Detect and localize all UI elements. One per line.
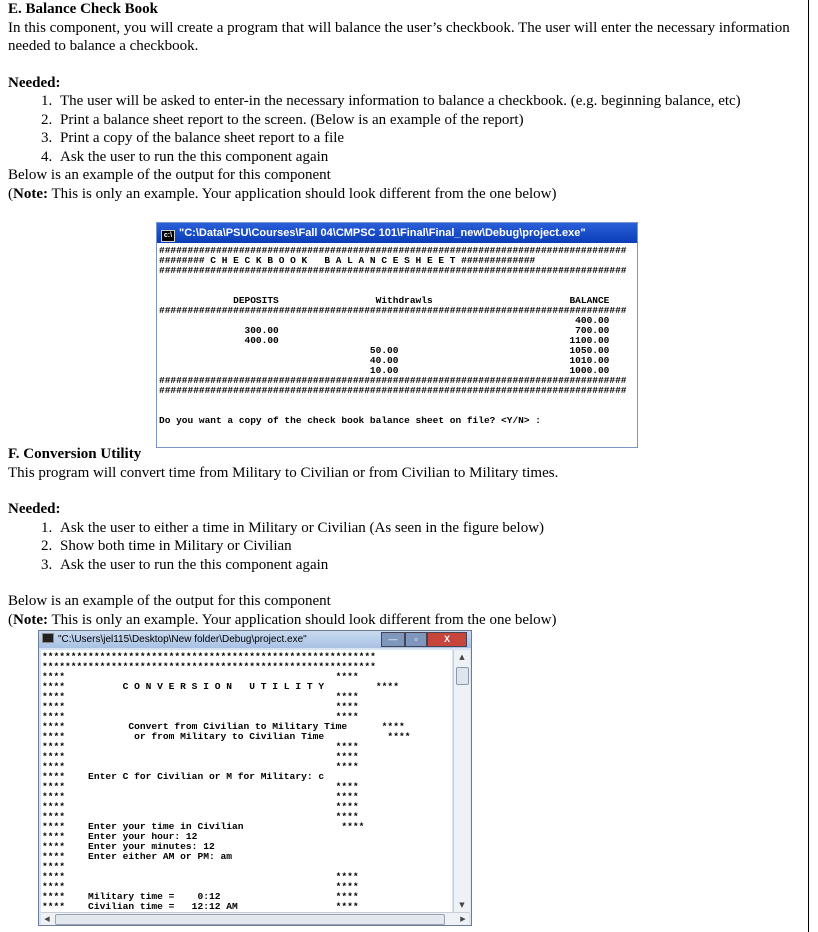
list-item: 4. Ask the user to run the this component again	[56, 148, 803, 167]
list-item: 3. Ask the user to run the this component again	[56, 556, 803, 575]
scroll-right-arrow-icon[interactable]: ▶	[460, 915, 466, 923]
console-line: 50.00 1050.00	[159, 345, 610, 356]
section-e-title: E. Balance Check Book	[8, 1, 159, 17]
minimize-button[interactable]: —	[381, 632, 405, 647]
console-output	[41, 650, 452, 912]
section-f-title: F. Conversion Utility	[8, 446, 142, 462]
console-line: **** ****	[42, 751, 359, 762]
conversion-console-window	[38, 630, 472, 926]
console-line: **** C O N V E R S I O N U T I L I T Y ****	[42, 681, 399, 692]
console-line: **** Civilian time = 12:12 AM ****	[42, 901, 359, 912]
page-edge-rule	[808, 0, 809, 932]
console-line: **** ****	[42, 671, 359, 682]
checkbook-console-window	[156, 222, 638, 448]
console-title-bar[interactable]	[39, 631, 471, 648]
console-line: ##################################################################################	[159, 245, 627, 256]
horizontal-scrollbar[interactable]	[41, 912, 469, 925]
console-line: **** Enter your minutes: 12	[42, 841, 215, 852]
console-title-bar[interactable]	[157, 223, 637, 243]
console-line: **** or from Military to Civilian Time ****	[42, 731, 411, 742]
console-line: ****	[42, 861, 66, 872]
console-line: **** ****	[42, 811, 359, 822]
console-line: **** ****	[42, 701, 359, 712]
section-e-example-line: Below is an example of the output for this component	[8, 167, 331, 183]
console-line: 300.00 700.00	[159, 325, 610, 336]
section-f-example-line: Below is an example of the output for this component	[8, 593, 331, 609]
console-line: 40.00 1010.00	[159, 355, 610, 366]
section-f-intro: This program will convert time from Military to Civilian or from Civilian to Military times.	[8, 464, 559, 481]
console-line: **** ****	[42, 801, 359, 812]
scroll-up-arrow-icon[interactable]: ▲	[459, 653, 465, 661]
console-line: **** ****	[42, 781, 359, 792]
section-f-note: (Note: This is only an example. Your application should look different from the one below)	[8, 611, 557, 628]
section-f-list	[8, 519, 803, 575]
console-line: DEPOSITS Withdrawls BALANCE	[159, 295, 610, 306]
console-line: ##################################################################################	[159, 265, 627, 276]
console-output	[157, 243, 637, 426]
note-label: Note:	[13, 611, 48, 628]
console-line: **********************************************************	[42, 651, 376, 662]
section-e-needed: Needed:	[8, 74, 61, 91]
console-line: Do you want a copy of the check book balance sheet on file? <Y/N> :	[159, 415, 541, 426]
console-line: **** Convert from Civilian to Military Time ****	[42, 721, 405, 732]
console-line: 400.00 1100.00	[159, 335, 610, 346]
console-line: **** Military time = 0:12 ****	[42, 891, 359, 902]
console-line: **** Enter either AM or PM: am	[42, 851, 232, 862]
console-line: **********************************************************	[42, 661, 376, 672]
list-item: 3. Print a copy of the balance sheet report to a file	[56, 129, 803, 148]
window-controls	[381, 632, 467, 646]
console-line: **** ****	[42, 871, 359, 882]
console-line: 400.00	[159, 315, 610, 326]
console-line: **** Enter your hour: 12	[42, 831, 198, 842]
scroll-left-arrow-icon[interactable]: ◀	[44, 915, 50, 923]
console-line: **** ****	[42, 761, 359, 772]
console-line: ##################################################################################	[159, 305, 627, 316]
console-line	[159, 396, 635, 406]
list-item: 2. Show both time in Military or Civilian	[56, 537, 803, 556]
section-e-intro: In this component, you will create a program that will balance the user’s checkbook. The user will enter the necessary information needed to balance a checkbook.	[8, 19, 790, 54]
document-body-f	[8, 445, 803, 629]
document-body	[8, 0, 803, 203]
console-line: **** Enter your time in Civilian ****	[42, 821, 365, 832]
scroll-down-arrow-icon[interactable]: ▼	[459, 901, 465, 909]
console-title: "C:\Users\jel115\Desktop\New folder\Debug\project.exe"	[58, 634, 307, 645]
scroll-thumb[interactable]	[55, 914, 445, 925]
close-button[interactable]: X	[427, 632, 467, 647]
list-item: 1. The user will be asked to enter-in the necessary information to balance a checkbook. (e.g. beginning balance, etc)	[56, 92, 803, 111]
console-line: **** ****	[42, 711, 359, 722]
section-f-needed: Needed:	[8, 501, 61, 517]
section-e-list	[8, 92, 803, 166]
console-line: **** Enter C for Civilian or M for Military: c	[42, 771, 325, 782]
console-line: **** ****	[42, 791, 359, 802]
console-line: ##################################################################################	[159, 385, 627, 396]
console-line: ##################################################################################	[159, 375, 627, 386]
list-item: 1. Ask the user to either a time in Military or Civilian (As seen in the figure below)	[56, 519, 803, 538]
section-e-note: (Note: This is only an example. Your application should look different from the one below)	[8, 185, 557, 202]
note-label: Note:	[13, 185, 48, 202]
console-line: **** ****	[42, 881, 359, 892]
scroll-thumb[interactable]	[456, 667, 469, 685]
console-icon: c:\	[161, 230, 175, 242]
console-line: **** ****	[42, 741, 359, 752]
maximize-button[interactable]: ▫	[405, 632, 427, 647]
console-line: **** ****	[42, 691, 359, 702]
console-line: ######## C H E C K B O O K B A L A N C E S H E E T #############	[159, 255, 536, 266]
vertical-scrollbar[interactable]	[453, 650, 470, 912]
console-title: "C:\Data\PSU\Courses\Fall 04\CMPSC 101\Final\Final_new\Debug\project.exe"	[179, 227, 586, 239]
console-icon	[42, 633, 54, 643]
list-item: 2. Print a balance sheet report to the screen. (Below is an example of the report)	[56, 111, 803, 130]
console-line	[159, 276, 635, 286]
console-line: 10.00 1000.00	[159, 365, 610, 376]
